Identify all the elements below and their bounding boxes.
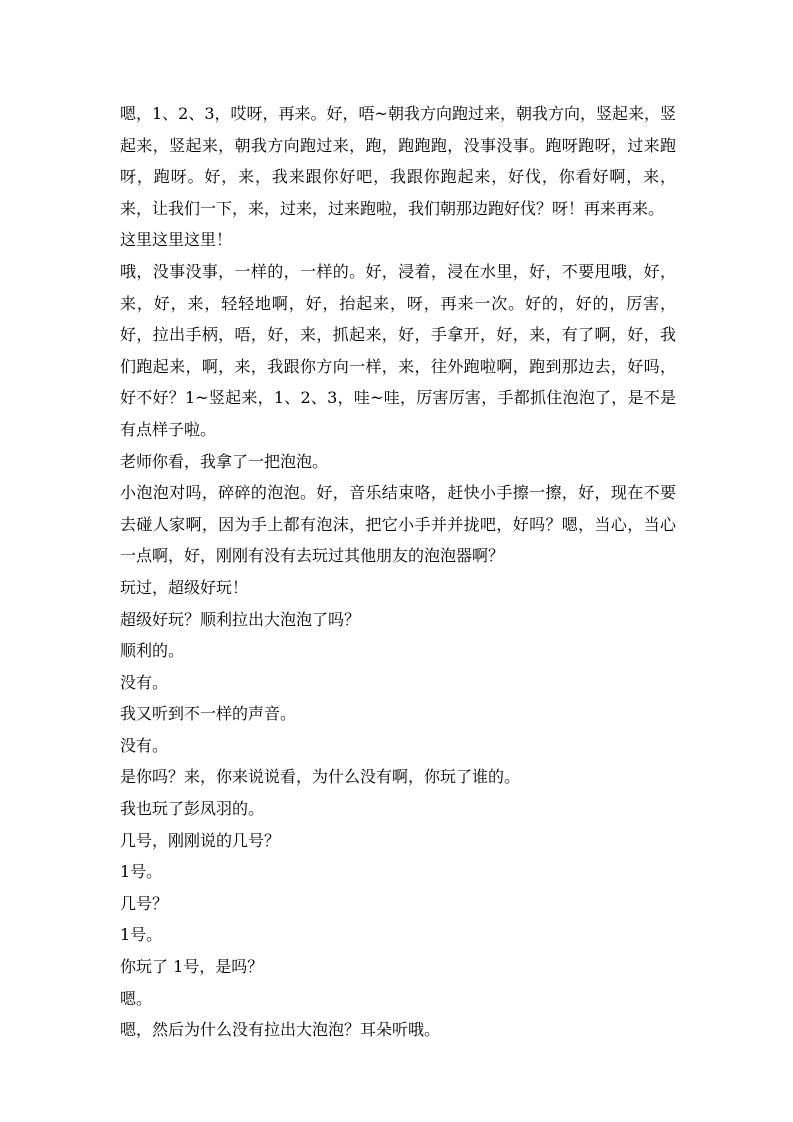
- paragraph: 没有。: [120, 672, 169, 692]
- paragraph: 嗯，1、2、3，哎呀，再来。好，唔~朝我方向跑过来，朝我方向，竖起来，竖起来，竖起来，朝我方向跑过来，跑，跑跑跑，没事没事。跑呀跑呀，过来跑呀，跑呀。好，来，我来跟你好吧，我跟你跑起来，好伐，你看好啊，来，来，让我们一下，来，过来，过来跑啦，我们朝那边跑好伐？呀！再来再来。: [120, 104, 676, 218]
- paragraph: 玩过，超级好玩！: [120, 577, 249, 597]
- paragraph: 我也玩了彭凤羽的。: [120, 799, 265, 819]
- paragraph: 嗯。: [120, 988, 153, 1008]
- paragraph: 1号。: [120, 862, 163, 882]
- transcript-body: [120, 98, 676, 1046]
- paragraph: 老师你看，我拿了一把泡泡。: [120, 451, 329, 471]
- paragraph: 1号。: [120, 925, 163, 945]
- paragraph: 超级好玩？顺利拉出大泡泡了吗？: [120, 609, 361, 629]
- paragraph: 你玩了 1号，是吗？: [120, 957, 264, 977]
- paragraph: 是你吗？来，你来说说看，为什么没有啊，你玩了谁的。: [120, 767, 521, 787]
- paragraph: 几号，刚刚说的几号？: [120, 830, 281, 850]
- paragraph: 我又听到不一样的声音。: [120, 704, 297, 724]
- paragraph: 嗯，然后为什么没有拉出大泡泡？耳朵听哦。: [120, 1020, 441, 1040]
- paragraph: 这里这里这里！: [120, 230, 233, 250]
- paragraph: 哦，没事没事，一样的，一样的。好，浸着，浸在水里，好，不要甩哦，好，来，好，来，轻轻地啊，好，抬起来，呀，再来一次。好的，好的，厉害，好，拉出手柄，唔，好，来，抓起来，好，手拿开，好，来，有了啊，好，我们跑起来，啊，来，我跟你方向一样，来，往外跑啦啊，跑到那边去，好吗，好不好？1~竖起来，1、2、3，哇~哇，厉害厉害，手都抓住泡泡了，是不是有点样子啦。: [120, 261, 676, 439]
- paragraph: 小泡泡对吗，碎碎的泡泡。好，音乐结束咯，赶快小手擦一擦，好，现在不要去碰人家啊，因为手上都有泡沫，把它小手并并拢吧，好吗？嗯，当心，当心一点啊，好，刚刚有没有去玩过其他朋友的泡泡器啊？: [120, 483, 676, 566]
- paragraph: 顺利的。: [120, 641, 185, 661]
- paragraph: 没有。: [120, 735, 169, 755]
- paragraph: 几号？: [120, 893, 169, 913]
